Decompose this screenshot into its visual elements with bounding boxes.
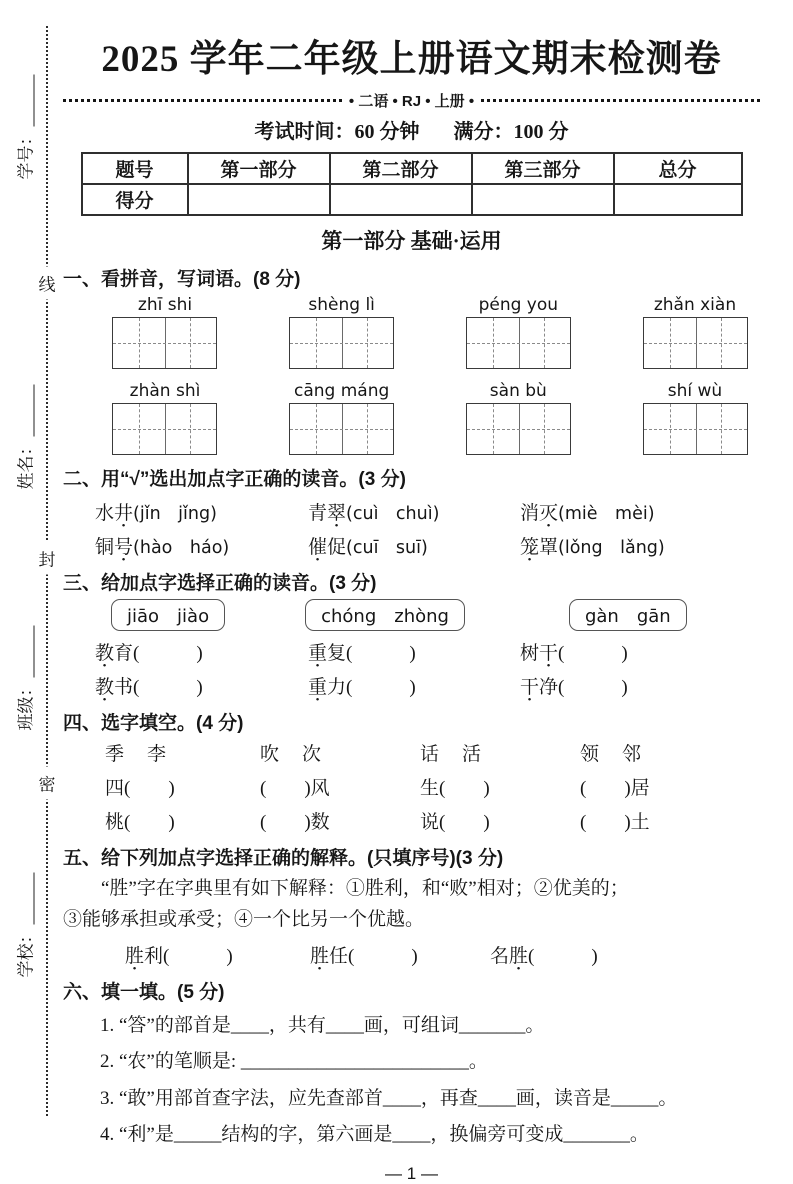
q1-pinyin-row-2 [112, 381, 748, 401]
dotted-rule-left [63, 99, 342, 102]
dotted-rule-right [481, 99, 760, 102]
char-option-pair: 话 活 [420, 744, 484, 765]
q3-item [520, 638, 760, 665]
q5-heading: 五、给下列加点字选择正确的解释。(只填序号)(3 分) [63, 848, 504, 869]
score-row-label: 得分 [82, 184, 188, 215]
q3-option-boxes [63, 599, 760, 631]
answer-paren: ( ) [528, 945, 598, 967]
pinyin-label: shèng lì [308, 295, 375, 315]
q2-item [520, 532, 760, 559]
exam-info [63, 115, 760, 144]
dotted-char: 重 [308, 677, 328, 698]
q1-box-row-1 [112, 317, 748, 369]
writing-box [112, 403, 217, 455]
writing-box [289, 317, 394, 369]
char-option-pair: 吹 次 [260, 744, 324, 765]
answer-paren: ( ) [133, 677, 203, 698]
school-blank [17, 873, 35, 925]
q6-heading: 六、填一填。(5 分) [63, 981, 225, 1003]
q2-item [308, 498, 520, 525]
pinyin-label: péng you [478, 295, 559, 315]
score-empty-cell [614, 184, 742, 215]
dotted-char: 教 [95, 677, 115, 698]
dotted-char: 号 [114, 537, 134, 558]
dotted-char: 灭 [539, 503, 559, 524]
q4-item: 说( ) [420, 812, 490, 833]
dotted-char: 教 [95, 643, 115, 664]
name-blank [17, 385, 35, 437]
q3-row-1 [95, 638, 760, 665]
pinyin-label: zhàn shì [129, 381, 201, 401]
q4-row-1 [105, 773, 760, 800]
pinyin-choice-box: chóng zhòng [305, 599, 465, 631]
pinyin-label: shí wù [667, 381, 723, 401]
writing-box [466, 403, 571, 455]
q6-item-4: 4. “利”是_____结构的字，第六画是____，换偏旁可变成_______。 [100, 1124, 649, 1146]
score-table-header-row [82, 153, 742, 184]
word-text: 铜 [95, 537, 115, 558]
dotted-char: 干 [539, 643, 559, 664]
answer-paren: ( ) [163, 945, 233, 967]
q4-heading: 四、选字填空。(4 分) [63, 713, 244, 734]
student-id-text: 学号： [16, 128, 36, 180]
word-text: 育 [114, 643, 134, 664]
q1-box-row-2 [112, 403, 748, 455]
word-text: 力 [327, 677, 347, 698]
q4-item: 四( ) [105, 778, 175, 799]
page-number: — 1 — [385, 1163, 438, 1183]
q5-answers-row [125, 941, 760, 968]
pinyin-options: (cuì chuì) [346, 504, 440, 524]
exam-time: 考试时间：60 分钟 [254, 121, 420, 143]
char-option-pair: 季 李 [105, 744, 169, 765]
q3-row-2 [95, 672, 760, 699]
answer-paren: ( ) [133, 643, 203, 664]
q3-item [95, 638, 308, 665]
dotted-char: 胜 [509, 945, 529, 967]
dotted-char: 重 [308, 643, 328, 664]
class-label [12, 626, 37, 731]
student-id-label [12, 75, 37, 180]
q5-explanation-line1: “胜”字在字典里有如下解释：①胜利，和“败”相对；②优美的； [101, 878, 629, 899]
word-text: 消 [520, 503, 540, 524]
word-text: 书 [114, 677, 134, 698]
class-text: 班级： [16, 679, 36, 731]
q6-item-2: 2. “农”的笔顺是: ________________________。 [100, 1051, 488, 1073]
answer-paren: ( ) [346, 643, 416, 664]
dotted-char: 胜 [310, 945, 330, 967]
q6-item-1: 1. “答”的部首是____，共有____画，可组词_______。 [100, 1014, 545, 1036]
score-table [81, 152, 743, 216]
seal-char-feng: 封 [38, 542, 57, 575]
score-header-cell: 第三部分 [472, 153, 614, 184]
exam-content [63, 26, 760, 1184]
q2-item [308, 532, 520, 559]
q2-item [95, 532, 308, 559]
q4-row-2 [105, 807, 760, 834]
name-text: 姓名： [16, 438, 36, 490]
word-text: 罩 [539, 537, 559, 558]
answer-paren: ( ) [558, 643, 628, 664]
word-text: 树 [520, 643, 540, 664]
word-text: 任 [329, 945, 349, 967]
word-text: 水 [95, 503, 115, 524]
class-blank [17, 626, 35, 678]
q3-item [520, 672, 760, 699]
answer-paren: ( ) [346, 677, 416, 698]
part1-heading: 第一部分 基础·运用 [321, 229, 502, 253]
writing-box [643, 317, 748, 369]
school-label [12, 873, 37, 978]
student-id-blank [17, 75, 35, 127]
q2-row-1 [95, 498, 760, 525]
score-header-cell: 总分 [614, 153, 742, 184]
score-table-score-row [82, 184, 742, 215]
seal-char-mi: 密 [38, 767, 57, 800]
score-header-cell: 题号 [82, 153, 188, 184]
edition-label: • 二语 • RJ • 上册 • [348, 93, 475, 110]
q2-heading: 二、用“√”选出加点字正确的读音。(3 分) [63, 469, 406, 490]
word-text: 名 [490, 945, 510, 967]
writing-box [289, 403, 394, 455]
exam-fullscore: 满分：100 分 [453, 121, 569, 143]
seal-char-xian: 线 [38, 267, 57, 300]
writing-box [466, 317, 571, 369]
char-option-pair: 领 邻 [580, 744, 644, 765]
q6-item-3: 3. “敢”用部首查字法，应先查部首____，再查____画，读音是_____。 [100, 1087, 678, 1109]
dotted-char: 笼 [520, 537, 540, 558]
q4-item: 生( ) [420, 778, 490, 799]
pinyin-options: (jǐn jǐng) [133, 504, 217, 524]
q2-row-2 [95, 532, 760, 559]
q5-item [310, 941, 490, 968]
score-header-cell: 第二部分 [330, 153, 472, 184]
writing-box [112, 317, 217, 369]
dotted-char: 井 [114, 503, 134, 524]
q4-item: 桃( ) [105, 812, 175, 833]
score-empty-cell [188, 184, 330, 215]
word-text: 青 [308, 503, 328, 524]
pinyin-label: zhī shi [137, 295, 193, 315]
pinyin-options: (miè mèi) [558, 504, 655, 524]
school-text: 学校： [16, 926, 36, 978]
answer-paren: ( ) [558, 677, 628, 698]
word-text: 利 [144, 945, 164, 967]
name-label [12, 385, 37, 490]
edition-rule [63, 90, 760, 111]
pinyin-label: cāng máng [294, 381, 390, 401]
score-header-cell: 第一部分 [188, 153, 330, 184]
answer-paren: ( ) [348, 945, 418, 967]
pinyin-label: sàn bù [489, 381, 547, 401]
pinyin-choice-box: gàn gān [569, 599, 687, 631]
q4-options-row [105, 739, 760, 766]
q4-item: ( )居 [580, 778, 650, 799]
q2-item [95, 498, 308, 525]
dotted-char: 干 [520, 677, 540, 698]
word-text: 复 [327, 643, 347, 664]
word-text: 净 [539, 677, 559, 698]
writing-box [643, 403, 748, 455]
q1-heading: 一、看拼音，写词语。(8 分) [63, 269, 301, 290]
q1-pinyin-row-1 [112, 295, 748, 315]
page-title: 2025 学年二年级上册语文期末检测卷 [101, 39, 722, 80]
dotted-char: 翠 [327, 503, 347, 524]
q5-explanation-line2: ③能够承担或承受；④一个比另一个优越。 [63, 909, 425, 931]
q3-item [95, 672, 308, 699]
q4-item: ( )数 [260, 812, 330, 833]
pinyin-label: zhǎn xiàn [653, 295, 737, 315]
q4-item: ( )风 [260, 778, 330, 799]
dotted-char: 胜 [125, 945, 145, 967]
q3-item [308, 638, 520, 665]
pinyin-choice-box: jiāo jiào [111, 599, 225, 631]
word-text: 促 [327, 537, 347, 558]
dotted-char: 催 [308, 537, 328, 558]
q2-item [520, 498, 760, 525]
q4-item: ( )土 [580, 812, 650, 833]
pinyin-options: (lǒng lǎng) [558, 538, 665, 558]
score-empty-cell [330, 184, 472, 215]
q5-item [125, 941, 310, 968]
pinyin-options: (cuī suī) [346, 538, 428, 558]
q3-heading: 三、给加点字选择正确的读音。(3 分) [63, 573, 377, 594]
q3-item [308, 672, 520, 699]
q5-item [490, 941, 760, 968]
pinyin-options: (hào háo) [133, 538, 230, 558]
score-empty-cell [472, 184, 614, 215]
